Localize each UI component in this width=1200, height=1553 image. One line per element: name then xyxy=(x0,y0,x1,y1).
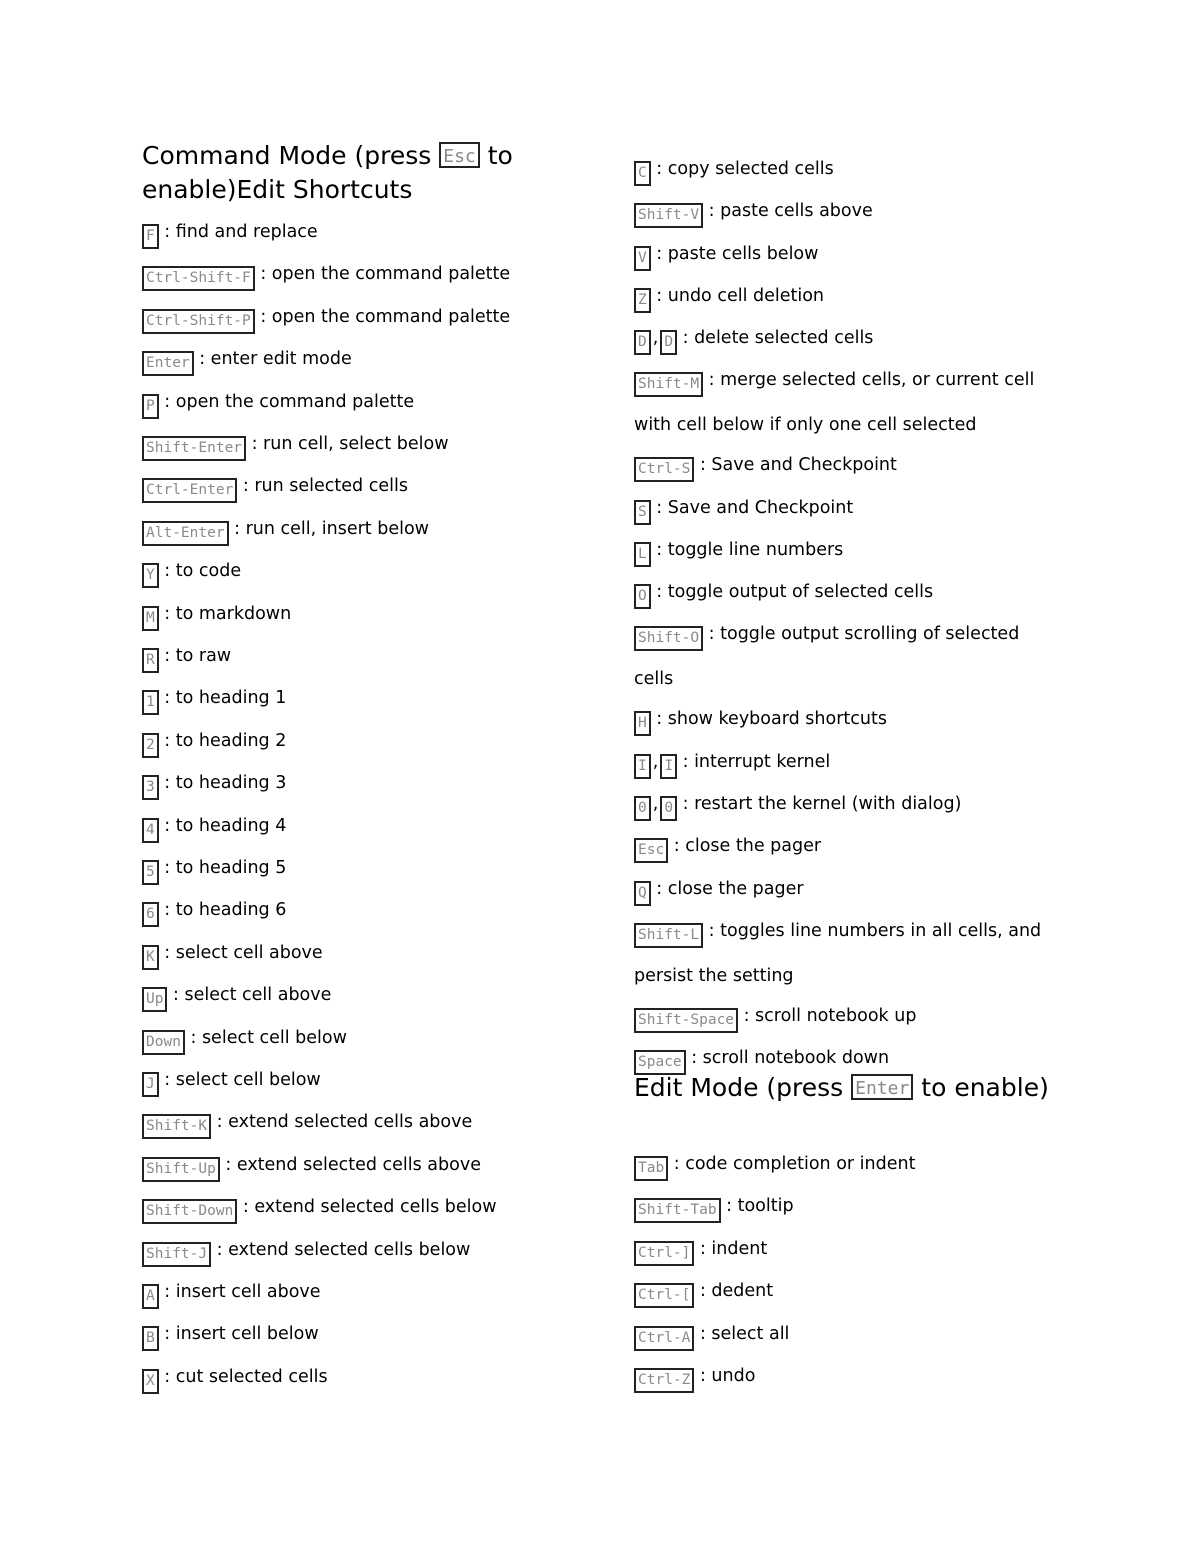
shortcut-description: : run selected cells xyxy=(237,476,408,497)
shortcut-row xyxy=(142,1068,321,1097)
key-ctrl-enter: Ctrl-Enter xyxy=(142,478,237,503)
key-5: 5 xyxy=(142,860,159,885)
shortcut-row xyxy=(634,834,821,863)
shortcut-row xyxy=(142,898,286,927)
key-s: S xyxy=(634,500,651,525)
shortcut-description: : select all xyxy=(694,1323,790,1344)
key-j: J xyxy=(142,1072,159,1097)
key-0: 0 xyxy=(634,796,651,821)
shortcut-row xyxy=(634,453,897,482)
shortcut-description: : cut selected cells xyxy=(158,1366,328,1387)
shortcut-description: : copy selected cells xyxy=(650,159,834,179)
key-c: C xyxy=(634,161,651,186)
shortcut-description: : dedent xyxy=(694,1281,774,1302)
key-ctrl-s: Ctrl-S xyxy=(634,457,694,482)
key-esc: Esc xyxy=(634,838,668,863)
shortcut-description: : extend selected cells above xyxy=(219,1154,481,1175)
shortcut-row xyxy=(142,1195,497,1224)
shortcut-description: : restart the kernel (with dialog) xyxy=(677,794,962,814)
shortcut-row xyxy=(142,1280,321,1309)
key-shift-l: Shift-L xyxy=(634,923,703,948)
heading-key: Enter xyxy=(851,1074,913,1100)
key-ctrl-shift-f: Ctrl-Shift-F xyxy=(142,266,255,291)
key-separator: , xyxy=(652,794,659,814)
shortcut-row xyxy=(634,157,834,186)
shortcut-row xyxy=(634,1364,755,1393)
shortcut-description: : to heading 2 xyxy=(158,730,287,751)
key-tab: Tab xyxy=(634,1156,668,1181)
shortcut-description: : delete selected cells xyxy=(677,328,874,348)
shortcut-row xyxy=(634,284,824,313)
key-ctrl-z: Ctrl-Z xyxy=(634,1368,694,1393)
shortcut-description: : select cell below xyxy=(158,1070,321,1090)
shortcut-description: : toggles line numbers in all cells, and persist the setting xyxy=(634,921,1042,986)
shortcut-row xyxy=(142,729,286,758)
shortcut-description: : paste cells above xyxy=(703,201,873,221)
key-up: Up xyxy=(142,987,167,1012)
shortcut-description: : insert cell below xyxy=(158,1324,319,1345)
shortcut-description: : Save and Checkpoint xyxy=(650,498,854,518)
shortcut-row xyxy=(142,602,291,631)
key-ctrl-shift-p: Ctrl-Shift-P xyxy=(142,309,255,334)
shortcut-row xyxy=(142,262,510,291)
shortcut-row xyxy=(142,941,323,970)
shortcut-row xyxy=(634,326,873,355)
shortcut-description: : undo xyxy=(694,1366,756,1386)
shortcut-description: : paste cells below xyxy=(650,244,819,264)
key-enter: Enter xyxy=(142,351,194,376)
shortcut-row xyxy=(634,199,873,228)
key-q: Q xyxy=(634,881,651,906)
shortcut-row xyxy=(634,1279,773,1308)
key-l: L xyxy=(634,542,651,567)
shortcut-row xyxy=(142,1110,472,1139)
key-r: R xyxy=(142,648,159,673)
shortcut-description: : extend selected cells below xyxy=(211,1239,471,1260)
shortcut-row xyxy=(634,358,1054,448)
shortcut-row xyxy=(142,814,286,843)
shortcut-description: : find and replace xyxy=(158,222,318,242)
key-o: O xyxy=(634,584,651,609)
shortcut-description: : interrupt kernel xyxy=(677,752,831,772)
key-d: D xyxy=(634,330,651,355)
shortcut-row xyxy=(142,856,286,885)
heading-suffix: to enable) xyxy=(913,1073,1049,1102)
shortcut-row xyxy=(634,792,961,821)
heading-prefix: Edit Mode (press xyxy=(634,1073,852,1102)
section-heading xyxy=(634,1071,1049,1105)
shortcut-description: : extend selected cells below xyxy=(237,1197,497,1218)
shortcut-description: : to code xyxy=(158,561,242,582)
key-p: P xyxy=(142,394,159,419)
shortcut-row xyxy=(634,1194,794,1223)
key-shift-enter: Shift-Enter xyxy=(142,436,246,461)
shortcut-row xyxy=(142,432,449,461)
shortcut-row xyxy=(634,1004,916,1033)
key-4: 4 xyxy=(142,818,159,843)
shortcut-description: : to heading 6 xyxy=(158,900,287,921)
shortcut-description: : to markdown xyxy=(158,603,292,624)
key-b: B xyxy=(142,1326,159,1351)
shortcut-description: : undo cell deletion xyxy=(650,286,825,306)
shortcut-description: : select cell below xyxy=(184,1027,347,1048)
key-ctrl: Ctrl-[ xyxy=(634,1283,694,1308)
key-shift-k: Shift-K xyxy=(142,1114,211,1139)
key-ctrl: Ctrl-] xyxy=(634,1241,694,1266)
shortcut-description: : tooltip xyxy=(720,1196,794,1217)
shortcut-description: : extend selected cells above xyxy=(211,1112,473,1133)
shortcut-row xyxy=(634,538,843,567)
section-heading xyxy=(142,139,582,207)
key-d: D xyxy=(660,330,677,355)
key-z: Z xyxy=(634,288,651,313)
shortcut-description: : run cell, select below xyxy=(246,434,449,454)
key-shift-m: Shift-M xyxy=(634,372,703,397)
key-v: V xyxy=(634,246,651,271)
key-1: 1 xyxy=(142,690,159,715)
key-i: I xyxy=(634,754,651,779)
key-ctrl-a: Ctrl-A xyxy=(634,1326,694,1351)
shortcut-description: : toggle output of selected cells xyxy=(650,582,934,602)
key-a: A xyxy=(142,1284,159,1309)
shortcut-description: : Save and Checkpoint xyxy=(694,455,897,475)
shortcut-row xyxy=(634,496,853,525)
shortcut-row xyxy=(142,347,352,376)
shortcut-row xyxy=(142,771,286,800)
shortcut-description: : scroll notebook up xyxy=(738,1006,917,1026)
shortcut-row xyxy=(634,242,818,271)
shortcut-description: : open the command palette xyxy=(158,391,415,412)
shortcut-description: : to heading 4 xyxy=(158,815,287,836)
key-2: 2 xyxy=(142,733,159,758)
shortcut-row xyxy=(634,707,887,736)
shortcut-description: : toggle line numbers xyxy=(650,540,844,560)
heading-key: Esc xyxy=(439,142,480,168)
key-0: 0 xyxy=(660,796,677,821)
shortcut-row xyxy=(142,686,286,715)
key-shift-j: Shift-J xyxy=(142,1242,211,1267)
shortcut-row xyxy=(142,517,429,546)
heading-suffix: to enable)Edit Shortcuts xyxy=(142,141,513,204)
shortcut-row xyxy=(142,305,510,334)
key-separator: , xyxy=(652,752,659,772)
shortcut-row xyxy=(634,612,1054,702)
shortcut-description: : to raw xyxy=(158,646,232,666)
shortcut-description: : code completion or indent xyxy=(668,1154,916,1174)
shortcut-description: : run cell, insert below xyxy=(228,518,429,539)
shortcut-row xyxy=(142,390,414,419)
shortcut-row xyxy=(634,1237,767,1266)
key-k: K xyxy=(142,945,159,970)
key-separator: , xyxy=(652,328,659,348)
shortcut-description: : select cell above xyxy=(158,942,323,963)
shortcut-description: : toggle output scrolling of selected cells xyxy=(634,624,1020,689)
key-shift-v: Shift-V xyxy=(634,203,703,228)
shortcut-description: : scroll notebook down xyxy=(685,1048,890,1068)
shortcut-description: : show keyboard shortcuts xyxy=(650,709,887,729)
key-shift-tab: Shift-Tab xyxy=(634,1198,721,1223)
shortcut-description: : open the command palette xyxy=(254,306,511,327)
shortcut-description: : open the command palette xyxy=(254,264,511,285)
heading-prefix: Command Mode (press xyxy=(142,141,440,170)
shortcut-row xyxy=(142,1365,328,1394)
key-space: Space xyxy=(634,1050,686,1075)
shortcut-row xyxy=(142,1153,481,1182)
shortcut-description: : to heading 1 xyxy=(158,688,287,709)
key-shift-space: Shift-Space xyxy=(634,1008,738,1033)
key-h: H xyxy=(634,711,651,736)
key-down: Down xyxy=(142,1030,185,1055)
shortcut-row xyxy=(142,644,231,673)
shortcut-description: : select cell above xyxy=(167,985,332,1006)
shortcut-row xyxy=(634,909,1054,999)
shortcut-description: : indent xyxy=(694,1238,768,1259)
shortcut-description: : enter edit mode xyxy=(193,349,352,370)
key-shift-down: Shift-Down xyxy=(142,1199,237,1224)
key-y: Y xyxy=(142,563,159,588)
key-6: 6 xyxy=(142,902,159,927)
shortcut-row xyxy=(142,559,241,588)
shortcut-description: : merge selected cells, or current cell with cell below if only one cell selected xyxy=(634,370,1035,435)
key-m: M xyxy=(142,606,159,631)
key-3: 3 xyxy=(142,775,159,800)
shortcut-description: : close the pager xyxy=(668,836,822,856)
shortcut-description: : to heading 3 xyxy=(158,773,287,794)
shortcut-row xyxy=(634,1322,789,1351)
shortcut-row xyxy=(634,750,830,779)
shortcut-row xyxy=(142,1238,470,1267)
shortcut-description: : close the pager xyxy=(650,879,804,899)
key-i: I xyxy=(660,754,677,779)
shortcut-row xyxy=(142,1322,319,1351)
shortcut-description: : insert cell above xyxy=(158,1282,321,1302)
shortcut-row xyxy=(142,220,318,249)
key-shift-o: Shift-O xyxy=(634,626,703,651)
shortcut-row xyxy=(142,983,331,1012)
shortcut-description: : to heading 5 xyxy=(158,858,287,878)
shortcut-row xyxy=(634,580,933,609)
shortcut-row xyxy=(142,1026,347,1055)
key-shift-up: Shift-Up xyxy=(142,1157,220,1182)
key-alt-enter: Alt-Enter xyxy=(142,521,229,546)
shortcut-row xyxy=(634,877,804,906)
shortcut-row xyxy=(142,474,408,503)
key-f: F xyxy=(142,224,159,249)
key-x: X xyxy=(142,1369,159,1394)
shortcut-row xyxy=(634,1152,915,1181)
